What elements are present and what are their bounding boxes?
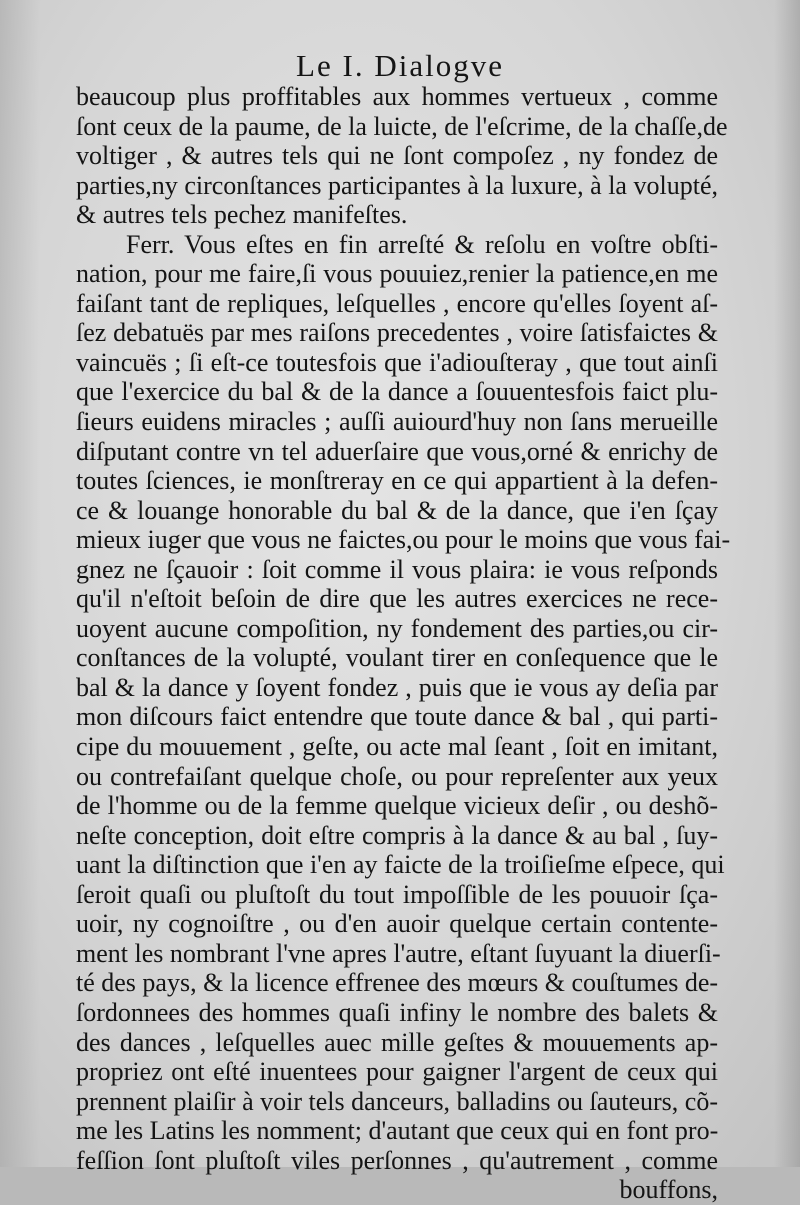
page-shadow-left <box>0 0 40 1167</box>
text-line: ſez debatuës par mes raiſons precedentes , voire ſatisfaictes & <box>76 318 718 348</box>
text-line: des dances , leſquelles auec mille geſtes & mouuements ap- <box>76 1027 718 1057</box>
text-line: cipe du mouuement , geſte, ou acte mal ſeant , ſoit en imitant, <box>76 732 718 762</box>
text-line: me les Latins les nomment; d'autant que ceux qui en font pro- <box>76 1116 719 1146</box>
text-line: uoir, ny cognoiſtre , ou d'en auoir quelque certain contente- <box>76 909 718 939</box>
text-line: mieux iuger que vous ne faictes,ou pour le moins que vous fai- <box>76 525 731 555</box>
text-line: ſieurs euidens miracles ; auſſi auiourd'huy non ſans merueille <box>76 407 718 437</box>
text-line: prennent plaiſir à voir tels danceurs, balladins ou ſauteurs, cõ- <box>76 1086 718 1116</box>
text-line: ce & louange honorable du bal & de la dance, que i'en ſçay <box>76 495 718 525</box>
text-line: ſont ceux de la paume, de la luicte, de l'eſcrime, de la chaſſe,de <box>76 111 728 141</box>
text-line: propriez ont eſté inuentees pour gaigner l'argent de ceux qui <box>76 1057 718 1087</box>
text-line: neſte conception, doit eſtre compris à la dance & au bal , ſuy- <box>76 820 718 850</box>
text-line: uoyent aucune compoſition, ny fondement des parties,ou cir- <box>76 613 718 643</box>
text-line: voltiger , & autres tels qui ne ſont compoſez , ny fondez de <box>76 141 718 171</box>
body-text <box>76 82 731 1205</box>
text-line: toutes ſciences, ie monſtreray en ce qui appartient à la defen- <box>76 466 718 496</box>
text-line: mon diſcours faict entendre que toute dance & bal , qui parti- <box>76 702 718 732</box>
text-line: parties,ny circonſtances participantes à la luxure, à la volupté, <box>76 170 718 200</box>
text-line: & autres tels pechez manifeſtes. <box>76 200 408 230</box>
text-line: feſſion ſont pluſtoſt viles perſonnes , qu'autrement , comme <box>76 1145 718 1175</box>
text-line: beaucoup plus proffitables aux hommes vertueux , comme <box>76 82 718 111</box>
text-line: Ferr. Vous eſtes en fin arreſté & reſolu en voſtre obſti- <box>126 229 718 259</box>
text-line: vaincuës ; ſi eſt-ce toutesfois que i'adiouſteray , que tout ainſi <box>76 347 718 377</box>
text-line: ſordonnees des hommes quaſi infiny le nombre des balets & <box>76 997 718 1027</box>
text-line: diſputant contre vn tel aduerſaire que vous,orné & enrichy de <box>76 436 718 466</box>
text-line: nation, pour me faire,ſi vous pouuiez,renier la patience,en me <box>76 259 718 289</box>
text-line: té des pays, & la licence effrenee des mœurs & couſtumes de- <box>76 968 719 998</box>
text-line: que l'exercice du bal & de la dance a ſouuentesfois faict plu- <box>76 377 718 407</box>
text-line: ſeroit quaſi ou pluſtoſt du tout impoſſible de les pouuoir ſça- <box>76 879 718 909</box>
text-line: qu'il n'eſtoit beſoin de dire que les autres exercices ne rece- <box>76 584 718 614</box>
text-line: de l'homme ou de la femme quelque vicieux deſir , ou deshõ- <box>76 791 718 821</box>
catchword: bouffons, <box>619 1175 718 1205</box>
running-head: Le I. Dialogve <box>296 48 504 83</box>
text-line: ment les nombrant l'vne apres l'autre, eſtant ſuyuant la diuerſi- <box>76 938 721 968</box>
text-line: uant la diſtinction que i'en ay faicte de la troiſieſme eſpece, qui <box>76 850 725 880</box>
text-line: faiſant tant de repliques, leſquelles , encore qu'elles ſoyent aſ- <box>76 288 718 318</box>
text-line: gnez ne ſçauoir : ſoit comme il vous plaira: ie vous reſponds <box>76 554 718 584</box>
text-line: bal & la dance y ſoyent fondez , puis que ie vous ay deſia par <box>76 672 718 702</box>
text-line: ou contrefaiſant quelque choſe, ou pour repreſenter aux yeux <box>76 761 718 791</box>
text-line: conſtances de la volupté, voulant tirer en conſequence que le <box>76 643 718 673</box>
page-shadow-right <box>774 0 800 1167</box>
